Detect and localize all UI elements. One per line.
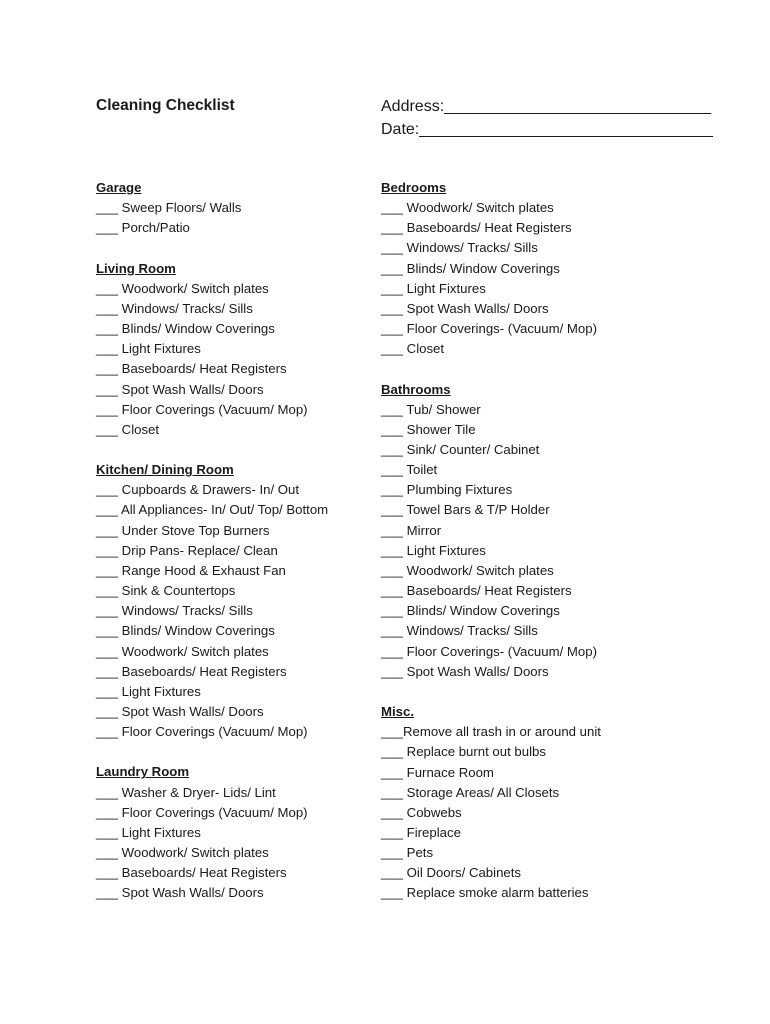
checklist-item: ___ Cupboards & Drawers- In/ Out — [96, 482, 300, 498]
checklist-item: ___ Under Stove Top Burners — [96, 522, 270, 538]
checklist-item: ___ Light Fixtures — [96, 683, 201, 699]
checklist-item: ___ Floor Coverings (Vacuum/ Mop) — [96, 401, 308, 417]
checklist-section — [96, 762, 366, 903]
checklist-item: ___ Spot Wash Walls/ Doors — [381, 300, 549, 316]
checklist-section — [381, 380, 681, 682]
checklist-item: ___ All Appliances- In/ Out/ Top/ Bottom — [96, 502, 329, 518]
checklist-item: ___ Porch/Patio — [96, 220, 190, 236]
checklist-item: ___ Light Fixtures — [96, 341, 201, 357]
checklist-item: ___ Spot Wash Walls/ Doors — [96, 704, 264, 720]
header-fields — [381, 95, 713, 141]
checklist-item: ___ Light Fixtures — [381, 280, 486, 296]
checklist-item: ___ Furnace Room — [381, 764, 494, 780]
checklist-item: ___ Baseboards/ Heat Registers — [96, 663, 287, 679]
checklist-item: ___ Replace smoke alarm batteries — [381, 885, 589, 901]
right-column — [381, 178, 681, 904]
checklist-item: ___ Woodwork/ Switch plates — [96, 845, 269, 861]
checklist-item: ___ Baseboards/ Heat Registers — [96, 865, 287, 881]
checklist-item: ___ Oil Doors/ Cabinets — [381, 865, 522, 881]
checklist-section — [96, 460, 366, 742]
checklist-item: ___ Blinds/ Window Coverings — [96, 321, 275, 337]
page-title: Cleaning Checklist — [96, 97, 235, 114]
checklist-item: ___ Sink & Countertops — [96, 583, 236, 599]
checklist-item: ___ Baseboards/ Heat Registers — [381, 583, 572, 599]
section-heading: Kitchen/ Dining Room — [96, 462, 234, 478]
checklist-item: ___ Baseboards/ Heat Registers — [96, 361, 287, 377]
checklist-item: ___ Light Fixtures — [96, 824, 201, 840]
checklist-section — [381, 178, 681, 359]
checklist-item: ___ Cobwebs — [381, 804, 462, 820]
checklist-item: ___ Floor Coverings- (Vacuum/ Mop) — [381, 643, 597, 659]
section-heading: Living Room — [96, 260, 176, 276]
checklist-item: ___ Floor Coverings- (Vacuum/ Mop) — [381, 321, 597, 337]
checklist-item: ___ Tub/ Shower — [381, 401, 481, 417]
checklist-item: ___ Mirror — [381, 522, 442, 538]
checklist-item: ___ Windows/ Tracks/ Sills — [96, 603, 253, 619]
checklist-item: ___ Blinds/ Window Coverings — [96, 623, 275, 639]
section-heading: Bedrooms — [381, 180, 447, 195]
section-heading: Misc. — [381, 704, 414, 720]
checklist-item: ___ Pets — [381, 845, 434, 861]
checklist-item: ___ Windows/ Tracks/ Sills — [381, 240, 538, 256]
checklist-section — [381, 702, 681, 904]
checklist-item: ___ Range Hood & Exhaust Fan — [96, 562, 286, 578]
checklist-item: ___ Woodwork/ Switch plates — [96, 280, 269, 296]
checklist-item: ___ Closet — [96, 421, 160, 437]
checklist-item: ___ Closet — [381, 341, 445, 357]
checklist-item: ___ Fireplace — [381, 824, 461, 840]
checklist-item: ___ Spot Wash Walls/ Doors — [96, 885, 264, 901]
checklist-item: ___ Plumbing Fixtures — [381, 482, 513, 498]
checklist-item: ___ Sink/ Counter/ Cabinet — [381, 442, 540, 458]
checklist-item: ___ Storage Areas/ All Closets — [381, 784, 560, 800]
checklist-item: ___ Toilet — [381, 462, 438, 478]
checklist-item: ___ Windows/ Tracks/ Sills — [96, 300, 253, 316]
checklist-item: ___ Woodwork/ Switch plates — [381, 200, 554, 216]
checklist-item: ___ Sweep Floors/ Walls — [96, 200, 242, 216]
checklist-section — [96, 178, 366, 238]
checklist-item: ___ Floor Coverings (Vacuum/ Mop) — [96, 804, 308, 820]
date-field: Date:_________________________________ — [381, 121, 713, 138]
address-field: Address:______________________________ — [381, 98, 712, 115]
checklist-item: ___Remove all trash in or around unit — [381, 724, 601, 740]
section-heading: Laundry Room — [96, 764, 190, 780]
checklist-item: ___ Drip Pans- Replace/ Clean — [96, 542, 278, 558]
checklist-item: ___ Woodwork/ Switch plates — [381, 562, 554, 578]
checklist-section — [96, 259, 366, 440]
checklist-item: ___ Washer & Dryer- Lids/ Lint — [96, 784, 276, 800]
section-heading: Garage — [96, 180, 142, 195]
checklist-item: ___ Shower Tile — [381, 421, 476, 437]
checklist-item: ___ Windows/ Tracks/ Sills — [381, 623, 538, 639]
checklist-item: ___ Baseboards/ Heat Registers — [381, 220, 572, 236]
left-column — [96, 178, 366, 904]
checklist-item: ___ Spot Wash Walls/ Doors — [381, 663, 549, 679]
section-heading: Bathrooms — [381, 381, 451, 397]
checklist-item: ___ Spot Wash Walls/ Doors — [96, 381, 264, 397]
checklist-item: ___ Towel Bars & T/P Holder — [381, 502, 550, 518]
checklist-item: ___ Floor Coverings (Vacuum/ Mop) — [96, 724, 308, 740]
checklist-item: ___ Woodwork/ Switch plates — [96, 643, 269, 659]
checklist-item: ___ Blinds/ Window Coverings — [381, 603, 560, 619]
checklist-item: ___ Light Fixtures — [381, 542, 486, 558]
checklist-item: ___ Blinds/ Window Coverings — [381, 260, 560, 276]
checklist-item: ___ Replace burnt out bulbs — [381, 744, 546, 760]
